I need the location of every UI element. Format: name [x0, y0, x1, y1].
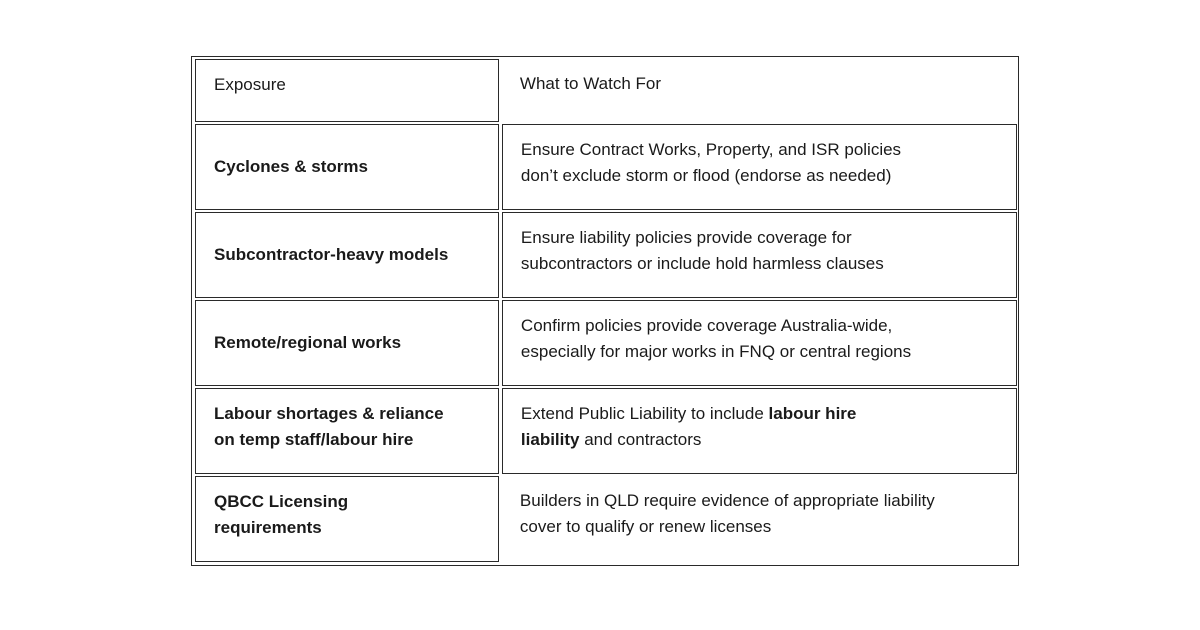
watch-cell: [502, 300, 1017, 386]
watch-cell: [502, 124, 1017, 210]
watch-text-line: Ensure Contract Works, Property, and ISR policies: [520, 140, 902, 159]
exposure-table-frame: [191, 56, 1019, 566]
watch-text-line: Builders in QLD require evidence of appropriate liability: [519, 491, 935, 510]
watch-text-line: cover to qualify or renew licenses: [519, 517, 772, 536]
table-row: [195, 388, 1017, 474]
exposure-table: [192, 57, 1020, 564]
table-row: [195, 124, 1017, 210]
watch-text-line: subcontractors or include hold harmless clauses: [520, 254, 884, 273]
table-header-row: [195, 59, 1017, 122]
table-row: [195, 300, 1017, 386]
exposure-cell: Remote/regional works: [195, 300, 499, 386]
watch-text-bold: liability: [520, 430, 580, 449]
watch-text-line: don’t exclude storm or flood (endorse as needed): [520, 166, 892, 185]
exposure-cell: Subcontractor-heavy models: [195, 212, 499, 298]
watch-text-line: Ensure liability policies provide coverage for: [520, 228, 852, 247]
watch-cell: [502, 476, 1017, 562]
exposure-cell: [195, 388, 499, 474]
watch-cell: [502, 388, 1017, 474]
exposure-cell: [195, 476, 499, 562]
watch-text-line: Confirm policies provide coverage Australia-wide,: [520, 316, 893, 335]
table-row: [195, 476, 1017, 562]
header-what-to-watch-for: What to Watch For: [519, 74, 661, 93]
exposure-text-line: QBCC Licensing: [214, 492, 349, 511]
watch-text-bold: labour hire: [768, 404, 857, 423]
exposure-text-line: on temp staff/labour hire: [214, 430, 414, 449]
watch-cell: [502, 212, 1017, 298]
exposure-cell: Cyclones & storms: [195, 124, 499, 210]
watch-text-line: especially for major works in FNQ or central regions: [520, 342, 912, 361]
header-exposure: Exposure: [195, 59, 499, 122]
exposure-text-line: requirements: [214, 518, 322, 537]
watch-text-prefix: Extend Public Liability to include: [520, 404, 769, 423]
exposure-text-line: Labour shortages & reliance: [214, 404, 444, 423]
watch-text-suffix: and contractors: [579, 430, 702, 449]
table-row: [195, 212, 1017, 298]
